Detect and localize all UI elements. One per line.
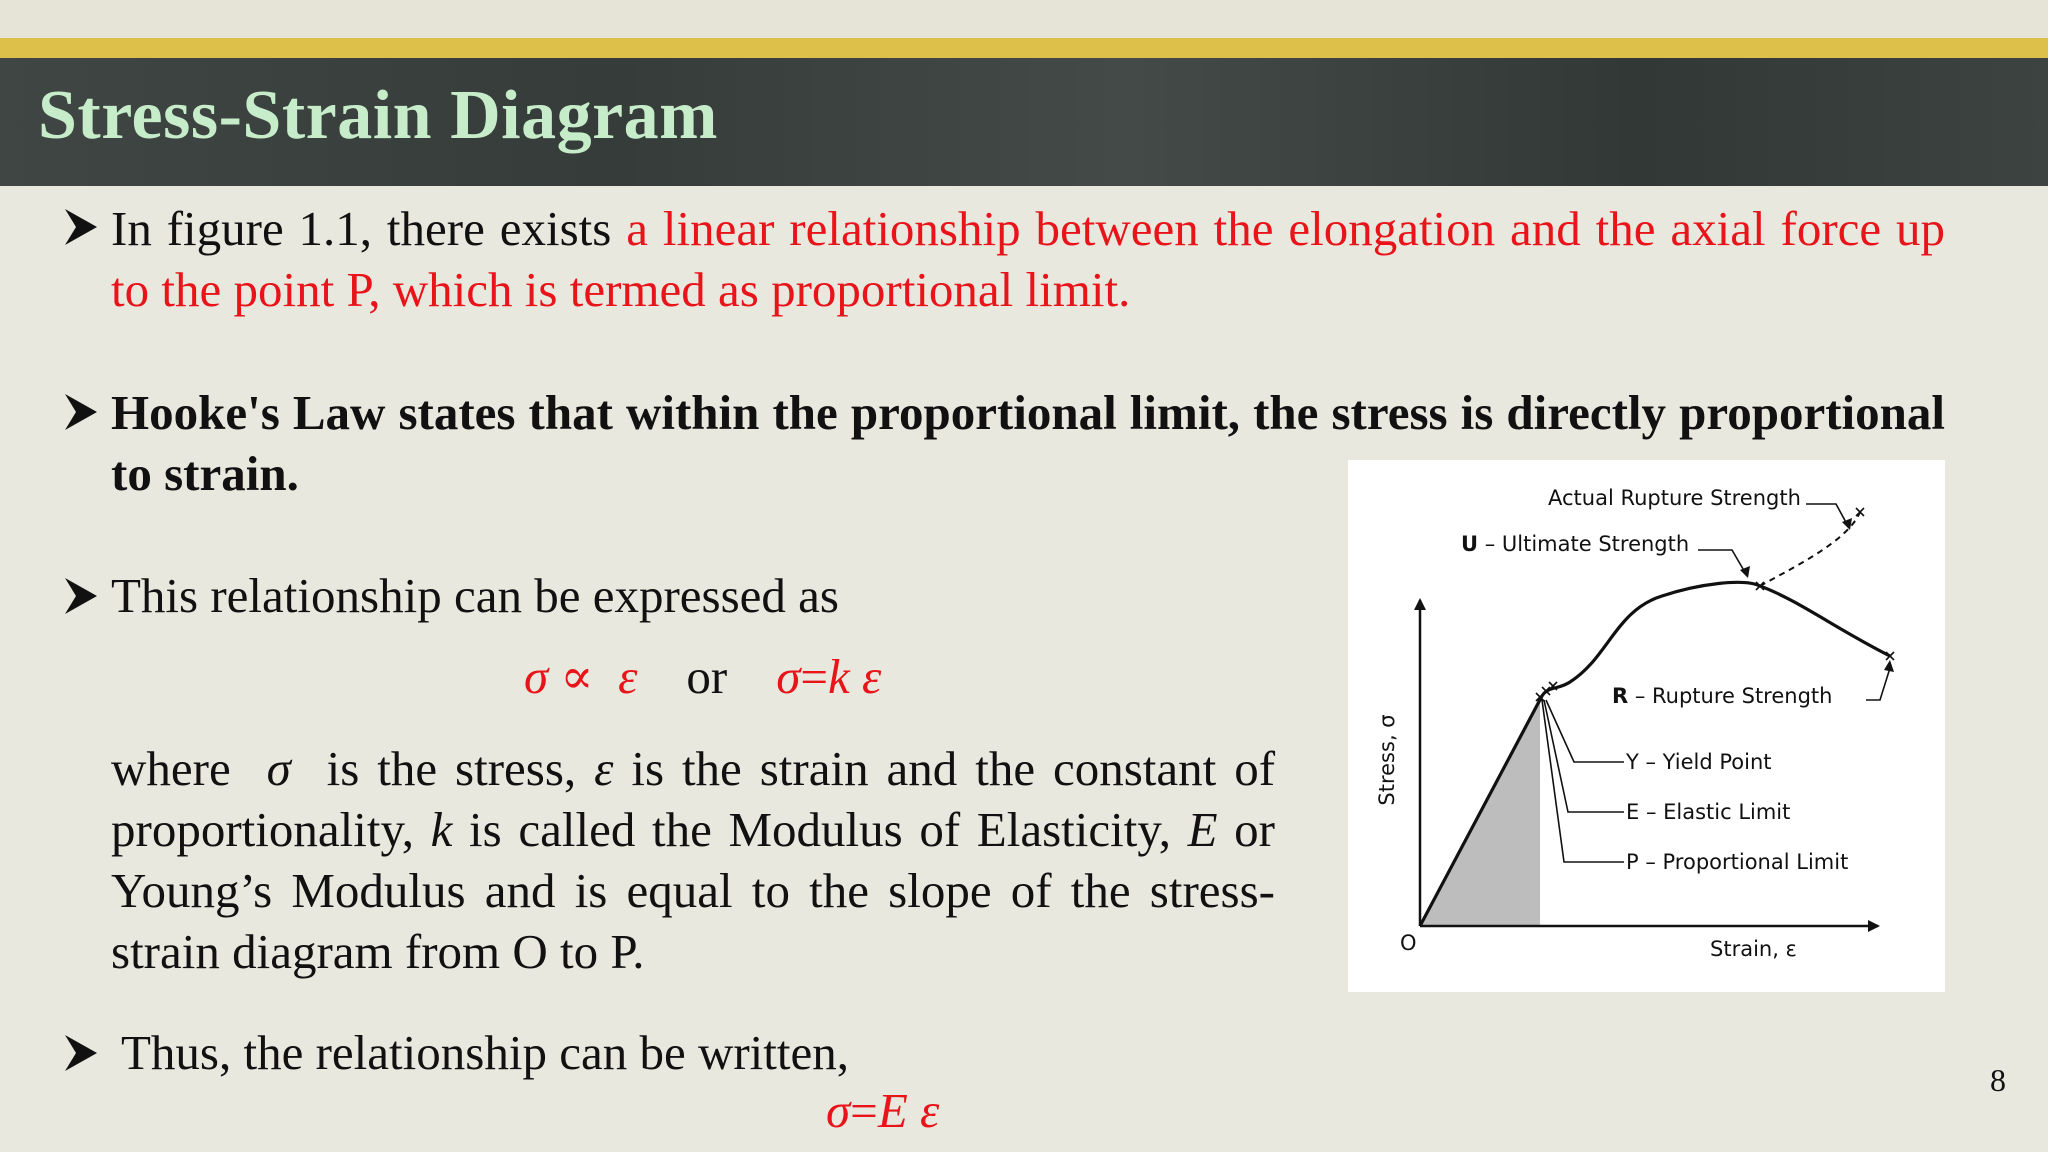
label-ultimate-text: – Ultimate Strength bbox=[1478, 532, 1690, 556]
where-text: is the strain and the constant of proportionality, bbox=[111, 741, 1276, 857]
where-k: k bbox=[430, 802, 453, 857]
label-elastic-limit: E – Elastic Limit bbox=[1626, 800, 1791, 824]
bullet-hookes-law: Hooke's Law states that within the proportional limit, the stress is directly proportional to strain. bbox=[111, 385, 1945, 501]
label-actual-rupture: Actual Rupture Strength bbox=[1548, 486, 1801, 510]
formula-epsilon: ε bbox=[618, 649, 638, 704]
formula-or: or bbox=[686, 649, 728, 704]
formula-sigma: σ bbox=[826, 1083, 851, 1138]
formula-proportional bbox=[524, 648, 881, 705]
arrowhead-bullet-icon bbox=[64, 392, 98, 432]
top-strip bbox=[0, 0, 2048, 38]
formula-E: E bbox=[877, 1083, 908, 1138]
formula-sigma: σ bbox=[524, 649, 549, 704]
formula-epsilon: ε bbox=[862, 649, 882, 704]
bullet-relationship-intro: This relationship can be expressed as bbox=[111, 568, 839, 623]
label-rupture bbox=[1612, 684, 1832, 708]
gold-accent-bar bbox=[0, 38, 2048, 58]
slide-title: Stress-Strain Diagram bbox=[38, 77, 718, 154]
formula-sigma: σ bbox=[776, 649, 801, 704]
arrowhead-bullet-icon bbox=[64, 207, 98, 247]
where-paragraph bbox=[111, 738, 1275, 982]
bullet-1-lead: In figure 1.1, there exists bbox=[111, 201, 627, 256]
stress-strain-diagram bbox=[1348, 460, 1945, 992]
where-text: where bbox=[111, 741, 249, 796]
formula-k: k bbox=[828, 649, 850, 704]
label-rupture-letter: R bbox=[1612, 684, 1629, 708]
formula-equals: = bbox=[850, 1083, 878, 1138]
label-proportional-limit: P – Proportional Limit bbox=[1626, 850, 1849, 874]
label-yield-point: Y – Yield Point bbox=[1626, 750, 1772, 774]
formula-proportional-symbol: ∝ bbox=[560, 649, 594, 704]
formula-epsilon: ε bbox=[920, 1083, 940, 1138]
formula-hookes-law bbox=[826, 1082, 939, 1139]
where-sigma: σ bbox=[266, 741, 291, 796]
x-axis-label: Strain, ε bbox=[1710, 937, 1797, 961]
slide-header bbox=[0, 58, 2048, 186]
formula-equals: = bbox=[800, 649, 829, 704]
where-text: or Young’s Modulus and is equal to the slope of the stress-strain diagram from O to P. bbox=[111, 802, 1275, 979]
where-text: is the stress, bbox=[308, 741, 595, 796]
page-number: 8 bbox=[1990, 1062, 2006, 1098]
y-axis-label: Stress, σ bbox=[1375, 714, 1399, 806]
label-rupture-text: – Rupture Strength bbox=[1628, 684, 1833, 708]
origin-label: O bbox=[1400, 931, 1417, 955]
bullet-1-highlight: a linear relationship between the elongation and the axial force up to the point P, which is termed as proportional limit. bbox=[111, 201, 1946, 317]
x-axis-arrowhead bbox=[1868, 920, 1880, 932]
arrowhead-bullet-icon bbox=[64, 576, 98, 616]
bullet-thus: Thus, the relationship can be written, bbox=[121, 1025, 849, 1080]
y-axis-arrowhead bbox=[1414, 598, 1426, 610]
label-ultimate-letter: U bbox=[1461, 532, 1479, 556]
stress-strain-figure bbox=[1348, 460, 1945, 992]
where-E: E bbox=[1187, 802, 1218, 857]
arrowhead-bullet-icon bbox=[64, 1033, 98, 1073]
bullet-figure-reference bbox=[111, 198, 1945, 320]
label-arrowheads bbox=[1740, 518, 1894, 672]
where-text: is called the Modulus of Elasticity, bbox=[452, 802, 1188, 857]
label-ultimate bbox=[1461, 532, 1689, 556]
where-epsilon: ε bbox=[594, 741, 614, 796]
